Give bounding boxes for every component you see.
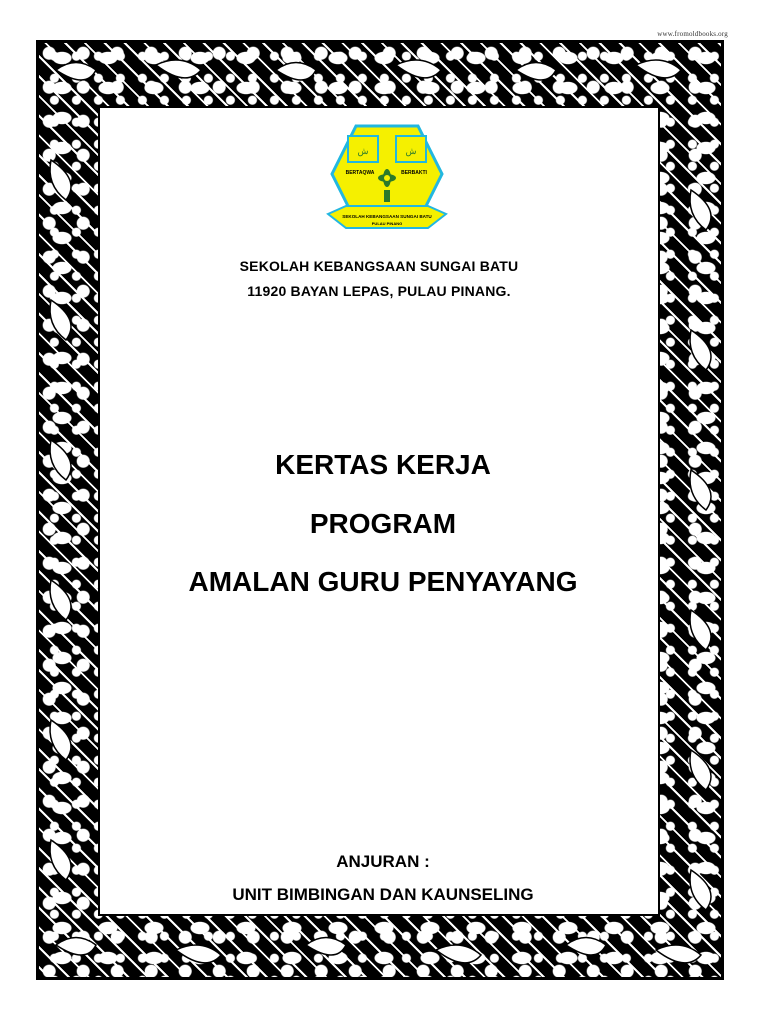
svg-text:ش: ش bbox=[357, 146, 369, 156]
organizer-label: ANJURAN : bbox=[336, 852, 430, 871]
school-logo bbox=[326, 122, 448, 244]
watermark-text: www.fromoldbooks.org bbox=[657, 30, 728, 38]
title-line-1: KERTAS KERJA bbox=[275, 449, 491, 480]
logo-banner-right: BERBAKTI bbox=[401, 170, 427, 176]
school-address: 11920 BAYAN LEPAS, PULAU PINANG. bbox=[247, 283, 511, 299]
title-line-2: PROGRAM bbox=[309, 508, 457, 539]
svg-text:ش: ش bbox=[405, 146, 417, 156]
title-line-3: AMALAN GURU PENYAYANG bbox=[188, 566, 578, 597]
organizer-unit: UNIT BIMBINGAN DAN KAUNSELING bbox=[232, 885, 534, 904]
school-name: SEKOLAH KEBANGSAAN SUNGAI BATU bbox=[239, 258, 519, 274]
logo-banner-left: BERTAQWA bbox=[345, 170, 375, 176]
logo-ribbon-text: SEKOLAH KEBANGSAAN SUNGAI BATU bbox=[342, 214, 432, 219]
logo-ribbon-subtext: PULAU PINANG bbox=[371, 221, 403, 226]
